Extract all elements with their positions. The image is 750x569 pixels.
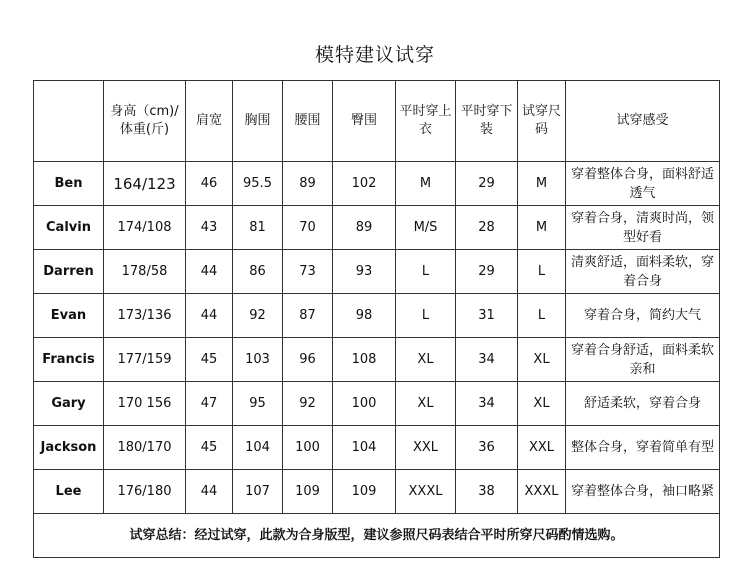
feeling-cell: 清爽舒适，面料柔软，穿着合身 xyxy=(566,250,720,294)
shoulder-cell: 44 xyxy=(186,294,233,338)
model-name: Evan xyxy=(34,294,104,338)
summary-text: 试穿总结：经过试穿，此款为合身版型，建议参照尺码表结合平时所穿尺码酌情选购。 xyxy=(34,514,720,558)
bottom-size-cell: 31 xyxy=(456,294,518,338)
table-row xyxy=(34,338,720,382)
hip-cell: 98 xyxy=(333,294,396,338)
waist-cell: 70 xyxy=(283,206,333,250)
top-size-cell: M/S xyxy=(396,206,456,250)
height-weight-cell: 176/180 xyxy=(104,470,186,514)
top-size-cell: L xyxy=(396,294,456,338)
chest-cell: 92 xyxy=(233,294,283,338)
try-size-cell: L xyxy=(518,294,566,338)
top-size-cell: XL xyxy=(396,338,456,382)
waist-cell: 109 xyxy=(283,470,333,514)
feeling-cell: 穿着整体合身，面料舒适透气 xyxy=(566,162,720,206)
header-hip: 臀围 xyxy=(333,81,396,162)
table-row xyxy=(34,206,720,250)
header-try-size: 试穿尺码 xyxy=(518,81,566,162)
table-row xyxy=(34,250,720,294)
try-size-cell: L xyxy=(518,250,566,294)
height-weight-cell: 180/170 xyxy=(104,426,186,470)
feeling-cell: 舒适柔软，穿着合身 xyxy=(566,382,720,426)
model-name: Gary xyxy=(34,382,104,426)
hip-cell: 102 xyxy=(333,162,396,206)
feeling-cell: 穿着整体合身，袖口略紧 xyxy=(566,470,720,514)
fitting-table xyxy=(33,80,720,558)
chest-cell: 107 xyxy=(233,470,283,514)
model-name: Darren xyxy=(34,250,104,294)
model-name: Calvin xyxy=(34,206,104,250)
header-chest: 胸围 xyxy=(233,81,283,162)
hip-cell: 89 xyxy=(333,206,396,250)
waist-cell: 96 xyxy=(283,338,333,382)
bottom-size-cell: 38 xyxy=(456,470,518,514)
shoulder-cell: 46 xyxy=(186,162,233,206)
table-row xyxy=(34,382,720,426)
height-weight-cell: 170 156 xyxy=(104,382,186,426)
top-size-cell: XL xyxy=(396,382,456,426)
top-size-cell: XXXL xyxy=(396,470,456,514)
table-row xyxy=(34,470,720,514)
model-name: Jackson xyxy=(34,426,104,470)
bottom-size-cell: 36 xyxy=(456,426,518,470)
waist-cell: 73 xyxy=(283,250,333,294)
try-size-cell: XXL xyxy=(518,426,566,470)
hip-cell: 104 xyxy=(333,426,396,470)
feeling-cell: 穿着合身，清爽时尚，领型好看 xyxy=(566,206,720,250)
waist-cell: 92 xyxy=(283,382,333,426)
height-weight-cell: 174/108 xyxy=(104,206,186,250)
summary-row xyxy=(34,514,720,558)
header-row xyxy=(34,81,720,162)
shoulder-cell: 44 xyxy=(186,250,233,294)
hip-cell: 100 xyxy=(333,382,396,426)
header-name xyxy=(34,81,104,162)
shoulder-cell: 47 xyxy=(186,382,233,426)
feeling-cell: 穿着合身，简约大气 xyxy=(566,294,720,338)
table-row xyxy=(34,294,720,338)
try-size-cell: M xyxy=(518,206,566,250)
bottom-size-cell: 34 xyxy=(456,382,518,426)
feeling-cell: 整体合身，穿着简单有型 xyxy=(566,426,720,470)
try-size-cell: XXXL xyxy=(518,470,566,514)
model-name: Francis xyxy=(34,338,104,382)
height-weight-cell: 178/58 xyxy=(104,250,186,294)
header-bottom-size: 平时穿下装 xyxy=(456,81,518,162)
chest-cell: 86 xyxy=(233,250,283,294)
waist-cell: 87 xyxy=(283,294,333,338)
top-size-cell: M xyxy=(396,162,456,206)
try-size-cell: XL xyxy=(518,382,566,426)
shoulder-cell: 45 xyxy=(186,426,233,470)
try-size-cell: M xyxy=(518,162,566,206)
table-row xyxy=(34,426,720,470)
hip-cell: 109 xyxy=(333,470,396,514)
bottom-size-cell: 34 xyxy=(456,338,518,382)
height-weight-cell: 173/136 xyxy=(104,294,186,338)
try-size-cell: XL xyxy=(518,338,566,382)
shoulder-cell: 44 xyxy=(186,470,233,514)
height-weight-cell: 164/123 xyxy=(104,162,186,206)
shoulder-cell: 45 xyxy=(186,338,233,382)
height-weight-cell: 177/159 xyxy=(104,338,186,382)
chest-cell: 81 xyxy=(233,206,283,250)
header-height-weight: 身高（cm)/体重(斤) xyxy=(104,81,186,162)
chest-cell: 103 xyxy=(233,338,283,382)
top-size-cell: XXL xyxy=(396,426,456,470)
chest-cell: 95 xyxy=(233,382,283,426)
bottom-size-cell: 29 xyxy=(456,250,518,294)
waist-cell: 89 xyxy=(283,162,333,206)
top-size-cell: L xyxy=(396,250,456,294)
model-name: Ben xyxy=(34,162,104,206)
chest-cell: 95.5 xyxy=(233,162,283,206)
header-waist: 腰围 xyxy=(283,81,333,162)
hip-cell: 108 xyxy=(333,338,396,382)
page-title: 模特建议试穿 xyxy=(314,44,435,66)
waist-cell: 100 xyxy=(283,426,333,470)
model-name: Lee xyxy=(34,470,104,514)
chest-cell: 104 xyxy=(233,426,283,470)
header-feeling: 试穿感受 xyxy=(566,81,720,162)
table-row xyxy=(34,162,720,206)
hip-cell: 93 xyxy=(333,250,396,294)
header-top-size: 平时穿上衣 xyxy=(396,81,456,162)
bottom-size-cell: 29 xyxy=(456,162,518,206)
header-shoulder: 肩宽 xyxy=(186,81,233,162)
feeling-cell: 穿着合身舒适，面料柔软亲和 xyxy=(566,338,720,382)
shoulder-cell: 43 xyxy=(186,206,233,250)
bottom-size-cell: 28 xyxy=(456,206,518,250)
